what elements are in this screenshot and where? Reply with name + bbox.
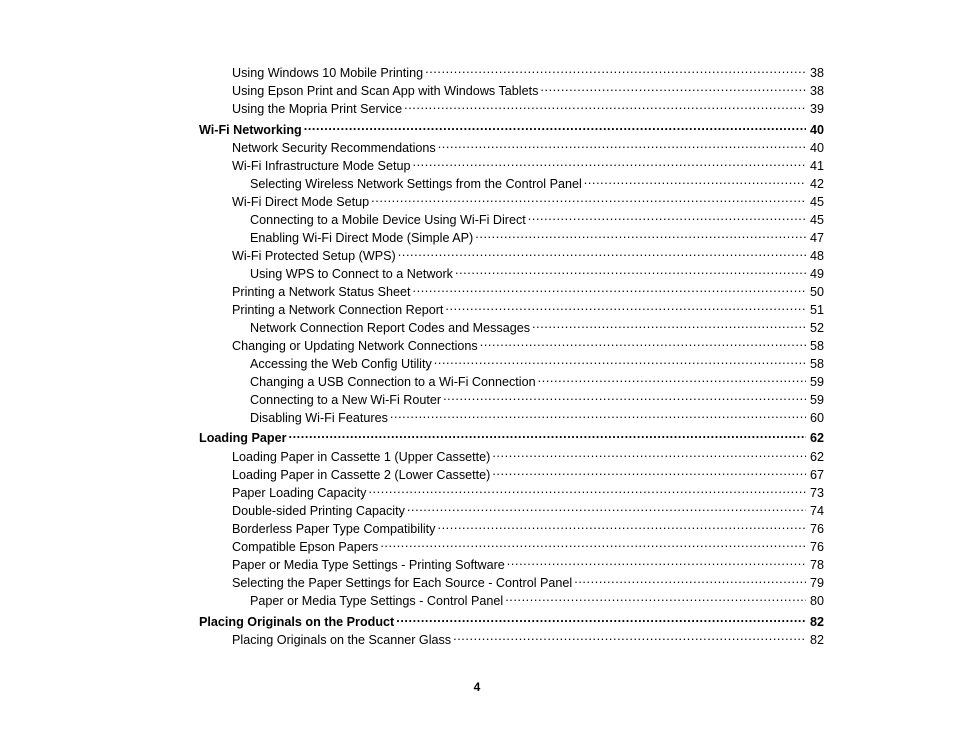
toc-entry[interactable] [232, 61, 824, 81]
toc-entry[interactable] [232, 481, 824, 501]
dot-leader [304, 118, 806, 134]
toc-entry-page: 41 [809, 159, 824, 173]
toc-chapter-entry[interactable] [199, 426, 824, 446]
dot-leader [413, 280, 806, 296]
dot-leader [540, 79, 806, 95]
toc-entry-title: Wi-Fi Networking [199, 123, 302, 137]
toc-entry-page: 50 [809, 285, 824, 299]
toc-entry-page: 79 [809, 576, 824, 590]
toc-entry-page: 58 [809, 339, 824, 353]
toc-entry-title: Disabling Wi-Fi Features [250, 411, 388, 425]
toc-entry[interactable] [232, 136, 824, 156]
dot-leader [371, 190, 806, 206]
toc-entry[interactable] [232, 280, 824, 300]
toc-entry-page: 47 [809, 231, 824, 245]
toc-entry[interactable] [232, 463, 824, 483]
toc-entry[interactable] [232, 628, 824, 648]
toc-entry[interactable] [232, 190, 824, 210]
dot-leader [396, 610, 806, 626]
toc-entry-title: Using Windows 10 Mobile Printing [232, 66, 424, 80]
toc-entry-title: Double-sided Printing Capacity [232, 504, 405, 518]
dot-leader [434, 352, 806, 368]
toc-entry[interactable] [232, 553, 824, 573]
toc-entry[interactable] [232, 445, 824, 465]
toc-entry-title: Borderless Paper Type Compatibility [232, 522, 436, 536]
dot-leader [507, 553, 806, 569]
toc-entry-title: Paper or Media Type Settings - Printing Software [232, 558, 505, 572]
toc-entry-title: Compatible Epson Papers [232, 540, 379, 554]
dot-leader [538, 370, 806, 386]
toc-entry-title: Loading Paper in Cassette 2 (Lower Cassette) [232, 468, 491, 482]
toc-entry[interactable] [250, 352, 824, 372]
toc-entry-page: 80 [809, 594, 824, 608]
dot-leader [445, 298, 806, 314]
toc-entry[interactable] [232, 154, 824, 174]
toc-entry[interactable] [232, 97, 824, 117]
toc-entry-title: Enabling Wi-Fi Direct Mode (Simple AP) [250, 231, 474, 245]
dot-leader [453, 628, 806, 644]
dot-leader [390, 406, 806, 422]
toc-entry[interactable] [250, 406, 824, 426]
toc-entry-page: 51 [809, 303, 824, 317]
toc-entry[interactable] [250, 388, 824, 408]
toc-entry-title: Loading Paper [199, 431, 287, 445]
toc-entry-title: Wi-Fi Infrastructure Mode Setup [232, 159, 411, 173]
toc-entry-page: 60 [809, 411, 824, 425]
toc-entry-title: Selecting Wireless Network Settings from the Control Panel [250, 177, 582, 191]
toc-entry[interactable] [250, 316, 824, 336]
dot-leader [492, 463, 806, 479]
dot-leader [492, 445, 806, 461]
dot-leader [398, 244, 806, 260]
toc-entry[interactable] [232, 79, 824, 99]
toc-chapter-entry[interactable] [199, 118, 824, 138]
dot-leader [584, 172, 806, 188]
dot-leader [475, 226, 806, 242]
toc-entry-page: 45 [809, 195, 824, 209]
toc-entry[interactable] [250, 172, 824, 192]
toc-entry-page: 52 [809, 321, 824, 335]
toc-entry-page: 40 [809, 123, 824, 137]
dot-leader [443, 388, 806, 404]
toc-entry-page: 42 [809, 177, 824, 191]
dot-leader [505, 589, 806, 605]
toc-entry-page: 59 [809, 393, 824, 407]
dot-leader [368, 481, 806, 497]
toc-entry-page: 48 [809, 249, 824, 263]
toc-entry-title: Connecting to a New Wi-Fi Router [250, 393, 442, 407]
dot-leader [425, 61, 806, 77]
toc-entry[interactable] [250, 589, 824, 609]
toc-entry[interactable] [232, 298, 824, 318]
toc-entry-title: Connecting to a Mobile Device Using Wi-Fi Direct [250, 213, 526, 227]
dot-leader [412, 154, 806, 170]
toc-entry-page: 59 [809, 375, 824, 389]
dot-leader [438, 136, 806, 152]
dot-leader [380, 535, 806, 551]
toc-entry-page: 82 [809, 633, 824, 647]
toc-entry[interactable] [250, 208, 824, 228]
toc-entry-page: 38 [809, 66, 824, 80]
dot-leader [532, 316, 806, 332]
toc-entry-title: Placing Originals on the Scanner Glass [232, 633, 452, 647]
dot-leader [455, 262, 806, 278]
toc-entry-page: 82 [809, 615, 824, 629]
toc-entry[interactable] [250, 262, 824, 282]
toc-entry[interactable] [250, 370, 824, 390]
toc-entry-page: 73 [809, 486, 824, 500]
toc-entry-page: 45 [809, 213, 824, 227]
dot-leader [437, 517, 806, 533]
toc-entry-page: 76 [809, 522, 824, 536]
toc-entry-page: 62 [809, 450, 824, 464]
toc-entry-title: Using the Mopria Print Service [232, 102, 403, 116]
toc-entry[interactable] [232, 517, 824, 537]
toc-entry-page: 62 [809, 431, 824, 445]
toc-entry-title: Paper Loading Capacity [232, 486, 367, 500]
toc-entry-title: Wi-Fi Direct Mode Setup [232, 195, 370, 209]
toc-entry-title: Accessing the Web Config Utility [250, 357, 432, 371]
toc-entry[interactable] [232, 499, 824, 519]
dot-leader [480, 334, 806, 350]
toc-entry-title: Printing a Network Connection Report [232, 303, 444, 317]
toc-entry-page: 40 [809, 141, 824, 155]
toc-entry-title: Using WPS to Connect to a Network [250, 267, 453, 281]
toc-entry[interactable] [232, 571, 824, 591]
toc-entry[interactable] [232, 244, 824, 264]
toc-entry-title: Paper or Media Type Settings - Control Panel [250, 594, 504, 608]
toc-entry-title: Network Connection Report Codes and Messages [250, 321, 531, 335]
toc-chapter-entry[interactable] [199, 610, 824, 630]
toc-entry-page: 78 [809, 558, 824, 572]
toc-entry[interactable] [232, 334, 824, 354]
toc-entry-page: 39 [809, 102, 824, 116]
toc-entry-page: 58 [809, 357, 824, 371]
toc-entry[interactable] [232, 535, 824, 555]
toc-entry-title: Printing a Network Status Sheet [232, 285, 411, 299]
page-number: 4 [473, 680, 481, 694]
dot-leader [288, 426, 806, 442]
toc-entry-title: Network Security Recommendations [232, 141, 436, 155]
toc-entry-page: 67 [809, 468, 824, 482]
toc-entry-title: Changing or Updating Network Connections [232, 339, 478, 353]
toc-entry-title: Wi-Fi Protected Setup (WPS) [232, 249, 396, 263]
toc-entry-page: 76 [809, 540, 824, 554]
toc-entry-title: Loading Paper in Cassette 1 (Upper Cassette) [232, 450, 491, 464]
toc-entry-title: Using Epson Print and Scan App with Windows Tablets [232, 84, 539, 98]
toc-entry-page: 49 [809, 267, 824, 281]
dot-leader [407, 499, 806, 515]
toc-entry-title: Selecting the Paper Settings for Each Source - Control Panel [232, 576, 573, 590]
toc-entry-title: Changing a USB Connection to a Wi-Fi Connection [250, 375, 536, 389]
dot-leader [528, 208, 806, 224]
dot-leader [404, 97, 806, 113]
toc-entry-title: Placing Originals on the Product [199, 615, 395, 629]
dot-leader [574, 571, 806, 587]
toc-entry-page: 74 [809, 504, 824, 518]
toc-entry[interactable] [250, 226, 824, 246]
toc-entry-page: 38 [809, 84, 824, 98]
